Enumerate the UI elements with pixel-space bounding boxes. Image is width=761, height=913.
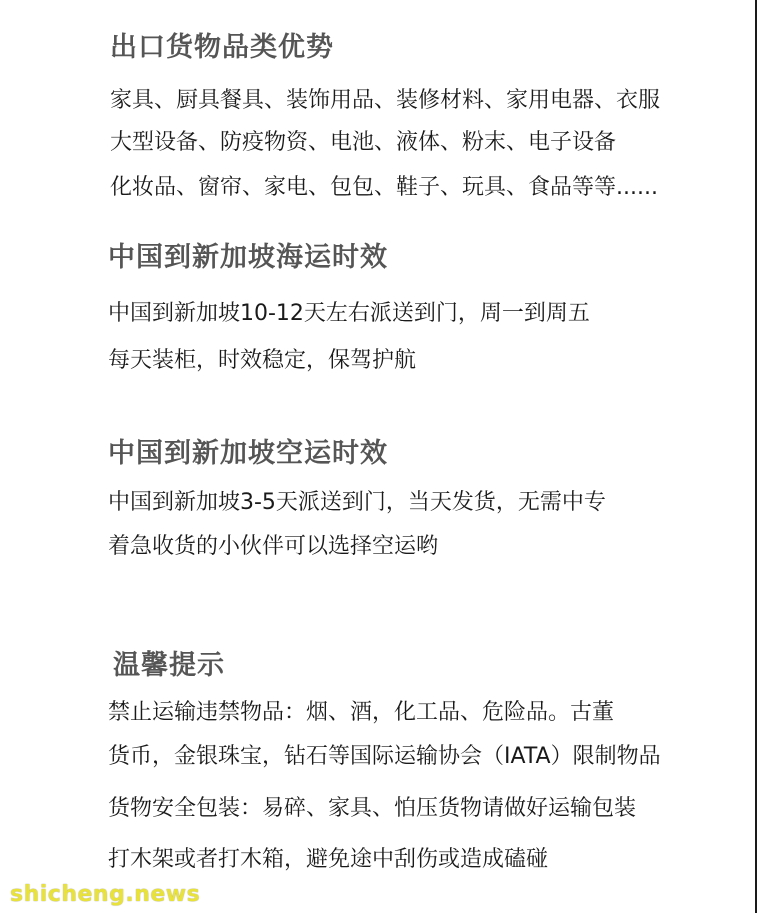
air-freight-line-1: 中国到新加坡3-5天派送到门，当天发货，无需中专: [108, 490, 606, 515]
right-border-rule: [755, 0, 757, 913]
warm-tips-line-3: 货物安全包装：易碎、家具、怕压货物请做好运输包装: [108, 796, 637, 821]
sea-freight-line-1: 中国到新加坡10-12天左右派送到门，周一到周五: [108, 301, 590, 326]
section-heading-sea-freight: 中国到新加坡海运时效: [108, 242, 388, 273]
export-categories-line-3: 化妆品、窗帘、家电、包包、鞋子、玩具、食品等等......: [110, 175, 658, 200]
warm-tips-line-4: 打木架或者打木箱，避免途中刮伤或造成磕碰: [108, 847, 549, 872]
warm-tips-line-2: 货币，金银珠宝，钻石等国际运输协会（IATA）限制物品: [108, 744, 661, 769]
warm-tips-line-1: 禁止运输违禁物品：烟、酒，化工品、危险品。古董: [108, 700, 615, 725]
site-watermark: shicheng.news: [10, 882, 201, 907]
section-heading-warm-tips: 温馨提示: [113, 650, 225, 681]
air-freight-line-2: 着急收货的小伙伴可以选择空运哟: [108, 534, 439, 559]
export-categories-line-2: 大型设备、防疫物资、电池、液体、粉末、电子设备: [110, 130, 617, 155]
export-categories-line-1: 家具、厨具餐具、装饰用品、装修材料、家用电器、衣服: [110, 88, 661, 113]
section-heading-export-categories: 出口货物品类优势: [110, 32, 334, 63]
section-heading-air-freight: 中国到新加坡空运时效: [108, 438, 388, 469]
sea-freight-line-2: 每天装柜，时效稳定，保驾护航: [108, 348, 417, 373]
